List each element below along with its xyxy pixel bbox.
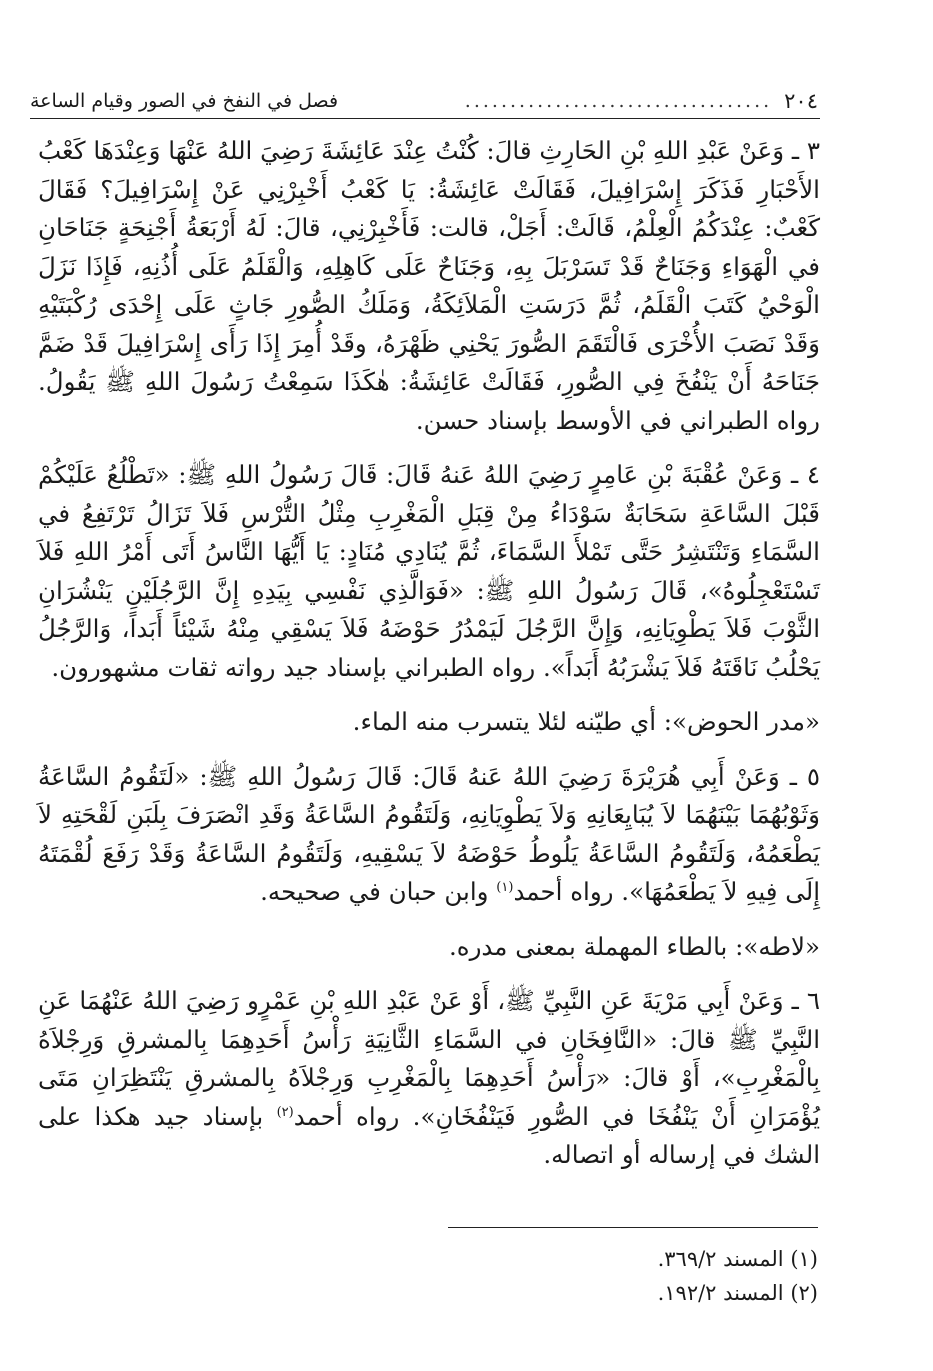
footnote-ref-2[interactable]: (٢): [276, 1104, 294, 1120]
gloss-madar-al-hawd: «مدر الحوض»: أي طيّنه لئلا يتسرب منه الماء.: [352, 707, 820, 736]
header-rule: [30, 118, 820, 119]
page-number: ٢٠٤: [784, 89, 818, 113]
hadith-5: ٥ ـ وَعَنْ أَبِي هُرَيْرَةَ رَضِيَ اللهُ عَنهُ قَالَ: قَالَ رَسُولُ اللهِ ﷺ: «لَتَقُومُ السَّاعَةُ وَثَوْبُهُمَا بَيْنَهُمَا لاَ يُبَايِعَانِهِ وَلاَ يَطْوِيَانِهِ، وَلَتَقُومُ السَّاعَةُ وَقَدِ انْصَرَفَ بِلَبَنِ لَقْحَتِهِ لاَ يَطْعَمُهُ، وَلَتَقُومُ السَّاعَةُ يَلُوطُ حَوْضَهُ لاَ يَسْقِيهِ، وَلَتَقُومُ السَّاعَةُ وَقَدْ رَفَعَ لُقْمَتَهُ إِلَى فِيهِ لاَ يَطْعَمُهَا». رواه أحمد$^{(١)}$ وابن حبان في صحيحه.: [38, 761, 820, 906]
footnote-text: المسند ١٩٢/٢.: [657, 1281, 784, 1305]
hadith-3: ٣ ـ وَعَنْ عَبْدِ اللهِ بْنِ الحَارِثِ قالَ: كُنْتُ عِنْدَ عَائِشَةَ رَضِيَ اللهُ عَنْهَا وَعِنْدَهَا كَعْبُ الأَحْبَارِ فَذَكَرَ إِسْرَافِيلَ، فَقَالَتْ عَائِشَةُ: يَا كَعْبُ أَخْبِرْنِي عَنْ إِسْرَافِيلَ؟ فَقَالَ كَعْبٌ: عِنْدَكُمُ الْعِلْمُ، قَالَتْ: أَجَلْ، قالت: فَأَخْبِرْنِي، قالَ: لَهُ أَرْبَعَةُ أَجْنِحَةٍ جَنَاحَانِ في الْهَوَاءِ وَجَنَاحٌ قَدْ تَسَرْبَلَ بِهِ، وَجَنَاحٌ عَلَى كَاهِلِهِ، وَالْقَلَمُ عَلَى أُذُنِهِ، فَإِذَا نَزَلَ الْوَحْيُ كَتَبَ الْقَلَمُ، ثُمَّ دَرَسَتِ الْمَلاَئِكَةُ، وَمَلَكُ الصُّورِ جَاثٍ عَلَى إِحْدَى رُكْبَتَيْهِ وَقَدْ نَصَبَ الأُخْرَى فَالْتَقَمَ الصُّورَ يَحْنِي ظَهْرَهُ، وقَدْ أُمِرَ إِذَا رَأَى إِسْرَافِيلَ قَدْ ضَمَّ جَنَاحَهُ أَنْ يَنْفُخَ فِي الصُّورِ، فَقَالَتْ عَائِشَةُ: هٰكَذَا سَمِعْتُ رَسُولَ اللهِ ﷺ يَقُولُ. رواه الطبراني في الأوسط بإسناد حسن.: [38, 136, 820, 435]
footnote-1: [440, 1242, 818, 1276]
footnote-text: المسند ٣٦٩/٢.: [657, 1247, 784, 1271]
footnote-rule: [448, 1227, 818, 1228]
footnotes: [440, 1242, 818, 1310]
running-header: [30, 84, 818, 118]
chapter-title: فصل في النفخ في الصور وقيام الساعة: [30, 90, 339, 112]
footnote-marker: (٢): [790, 1281, 818, 1305]
footnote-ref-1[interactable]: (١): [496, 879, 514, 895]
footnote-2: [440, 1276, 818, 1310]
gloss-latahu: «لاطه»: بالطاء المهملة بمعنى مدره.: [448, 931, 820, 961]
header-leader-dots: ..................................: [464, 90, 773, 112]
footnote-marker: (١): [790, 1247, 818, 1271]
hadith-6: ٦ ـ وَعَنْ أَبِي مَرْيَةَ عَنِ النَّبِيِّ ﷺ، أَوْ عَنْ عَبْدِ اللهِ بْنِ عَمْرٍو رَضِيَ اللهُ عَنْهُمَا عَنِ النَّبِيِّ ﷺ قالَ: «النَّافِخَانِ في السَّمَاءِ الثَّانِيَةِ رَأْسُ أَحَدِهِمَا بِالمشرقِ وَرِجْلاَهُ بِالْمَغْرِبِ»، أَوْ قالَ: «رَأْسُ أَحَدِهِمَا بِالْمَغْرِبِ وَرِجْلاَهُ بِالمشرقِ يَنْتَظِرَانِ مَتَى يُؤْمَرَانِ أَنْ يَنْفُخَا في الصُّورِ فَيَنْفُخَانِ». رواه أحمد$^{(٢)}$ بإسناد جيد هكذا على الشك في إرساله أو اتصاله.: [38, 986, 821, 1169]
main-text: [38, 132, 820, 1191]
hadith-4: ٤ ـ وَعَنْ عُقْبَةَ بْنِ عَامِرٍ رَضِيَ اللهُ عَنهُ قَالَ: قَالَ رَسُولُ اللهِ ﷺ: «تَطْلُعُ عَلَيْكُمْ قَبْلَ السَّاعَةِ سَحَابَةٌ سَوْدَاءُ مِنْ قِبَلِ الْمَغْرِبِ مِثْلُ التُّرْسِ فَلاَ تَزَالُ تَرْتَفِعُ في السَّمَاءِ وَتَنْتَشِرُ حَتَّى تَمْلأَ السَّمَاءَ، ثُمَّ يُنَادِي مُنَادٍ: يَا أَيُّهَا النَّاسُ أَتَى أَمْرُ اللهِ فَلاَ تَسْتَعْجِلُوهُ»، قَالَ رَسُولُ اللهِ ﷺ: «فَوَالَّذِي نَفْسِي بِيَدِهِ إِنَّ الرَّجُلَيْنِ يَنْشُرَانِ الثَّوْبَ فَلاَ يَطْوِيَانِهِ، وَإِنَّ الرَّجُلَ لَيَمْدُرُ حَوْضَهُ فَلاَ يَسْقِي مِنْهُ شَيْئاً أَبَداً، وَالرَّجُلُ يَحْلُبُ نَاقَتَهُ فَلاَ يَشْرَبُهُ أَبَداً». رواه الطبراني بإسناد جيد رواته ثقات مشهورون.: [38, 460, 820, 682]
